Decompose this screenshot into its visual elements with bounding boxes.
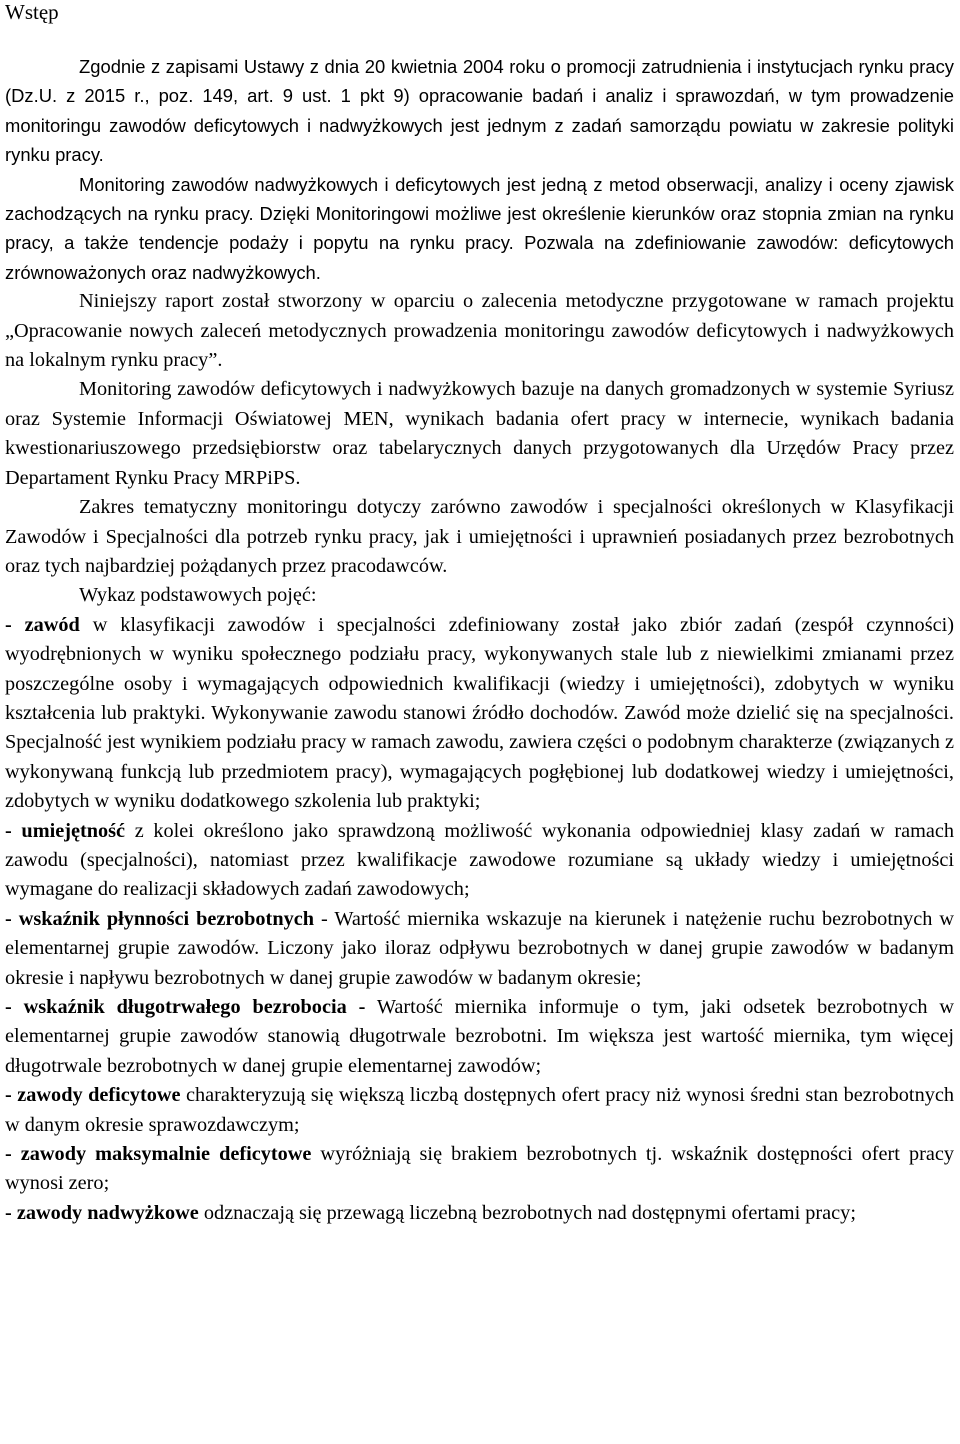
- definition-zawody-maksymalnie-deficytowe: [5, 1140, 954, 1199]
- definition-umiejetnosc: [5, 817, 954, 905]
- paragraph-legal-basis-text: Zgodnie z zapisami Ustawy z dnia 20 kwietnia 2004 roku o promocji zatrudnienia i instytucjach rynku pracy (Dz.U. z 2015 r., poz. 149, art. 9 ust. 1 pkt 9) opracowanie badań i analiz i sprawozdań, w tym prowadzenie monitoringu zawodów deficytowych i nadwyżkowych jest jednym z zadań samorządu powiatu w zakresie polityki rynku pracy.: [5, 56, 954, 166]
- definition-term: - zawód: [5, 613, 80, 636]
- definition-term: - umiejętność: [5, 819, 126, 842]
- paragraph-monitoring-definition: [5, 170, 954, 288]
- definition-term: - wskaźnik płynności bezrobotnych: [5, 907, 315, 930]
- definition-text: Wartość miernika informuje o tym, jaki odsetek bezrobotnych w elementarnej grupie zawodów stanowią długotrwale bezrobotni. Im większa jest wartość miernika, tym więcej długotrwale bezrobotnych w danej grupie elementarnej zawodów;: [5, 996, 955, 1077]
- definition-text: w klasyfikacji zawodów i specjalności zdefiniowany został jako zbiór zadań (zespół czynności) wyodrębnionych w wyniku społecznego podziału pracy, wykonywanych stale lub z niewielkimi zmianami przez poszczególne osoby i wymagających odpowiednich kwalifikacji (wiedzy i umiejętności), zdobytych w wyniku kształcenia lub praktyki. Wykonywanie zawodu stanowi źródło dochodów. Zawód może dzielić się na specjalności. Specjalność jest wynikiem podziału pracy w ramach zawodu, zawiera części o podobnym charakterze (związanych z wykonywaną funkcją lub przedmiotem pracy), wymagających pogłębionej lub dodatkowej wiedzy i umiejętności, zdobytych w wyniku dodatkowego szkolenia lub praktyki;: [5, 613, 954, 813]
- paragraph-legal-basis: [5, 52, 954, 170]
- paragraph-scope: Zakres tematyczny monitoringu dotyczy zarówno zawodów i specjalności określonych w Klasyfikacji Zawodów i Specjalności dla potrzeb rynku pracy, jak i umiejętności i uprawnień posiadanych przez bezrobotnych oraz tych najbardziej pożądanych przez pracodawców.: [5, 496, 954, 577]
- definition-zawod: [5, 611, 954, 817]
- paragraph-glossary-intro: Wykaz podstawowych pojęć:: [79, 584, 317, 607]
- definition-term: - zawody deficytowe: [5, 1084, 181, 1107]
- paragraph-report-basis: Niniejszy raport został stworzony w oparciu o zalecenia metodyczne przygotowane w ramach projektu „Opracowanie nowych zaleceń metodycznych prowadzenia monitoringu zawodów deficytowych i nadwyżkowych na lokalnym rynku pracy”.: [5, 290, 954, 372]
- paragraph-monitoring-definition-text: Monitoring zawodów nadwyżkowych i deficytowych jest jedną z metod obserwacji, analizy i oceny zjawisk zachodzących na rynku pracy. Dzięki Monitoringowi możliwe jest określenie kierunków oraz stopnia zmian na rynku pracy, a także tendencje podaży i popytu na rynku pracy. Pozwala na zdefiniowanie zawodów: deficytowych zrównoważonych oraz nadwyżkowych.: [5, 173, 954, 283]
- definition-text: z kolei określono jako sprawdzoną możliwość wykonania odpowiedniej klasy zadań w ramach zawodu (specjalności), natomiast przez kwalifikacje zawodowe rozumiane są układy wiedzy i umiejętności wymagane do realizacji składowych zadań zawodowych;: [5, 819, 954, 901]
- definition-zawody-deficytowe: [5, 1081, 954, 1140]
- definition-text: - Wartość miernika wskazuje na kierunek i natężenie ruchu bezrobotnych w elementarnej grupie zawodów. Liczony jako iloraz odpływu bezrobotnych w danej grupie zawodów w badanym okresie i napływu bezrobotnych w danej grupie zawodów w badanym okresie;: [5, 907, 954, 989]
- paragraph-data-sources: Monitoring zawodów deficytowych i nadwyżkowych bazuje na danych gromadzonych w systemie Syriusz oraz Systemie Informacji Oświatowej MEN, wynikach badania ofert pracy w internecie, wynikach badania kwestionariuszowego przedsiębiorstw oraz tabelarycznych danych przygotowanych dla Urzędów Pracy przez Departament Rynku Pracy MRPiPS.: [5, 378, 954, 489]
- definition-text: charakteryzują się większą liczbą dostępnych ofert pracy niż wynosi średni stan bezrobotnych w danym okresie sprawozdawczym;: [5, 1084, 954, 1136]
- definition-zawody-nadwyzkowe: [5, 1199, 954, 1228]
- definition-term: - zawody nadwyżkowe: [5, 1201, 199, 1224]
- definition-wskaznik-dlugotrwalego: [5, 993, 954, 1081]
- section-heading: Wstęp: [5, 0, 59, 24]
- definition-wskaznik-plynnosci: [5, 905, 954, 993]
- definition-term: - wskaźnik długotrwałego bezrobocia -: [5, 996, 366, 1018]
- definition-text: wyróżniają się brakiem bezrobotnych tj. wskaźnik dostępności ofert pracy wynosi zero;: [5, 1143, 954, 1195]
- definition-term: - zawody maksymalnie deficytowe: [5, 1143, 312, 1166]
- definition-text: odznaczają się przewagą liczebną bezrobotnych nad dostępnymi ofertami pracy;: [198, 1201, 856, 1224]
